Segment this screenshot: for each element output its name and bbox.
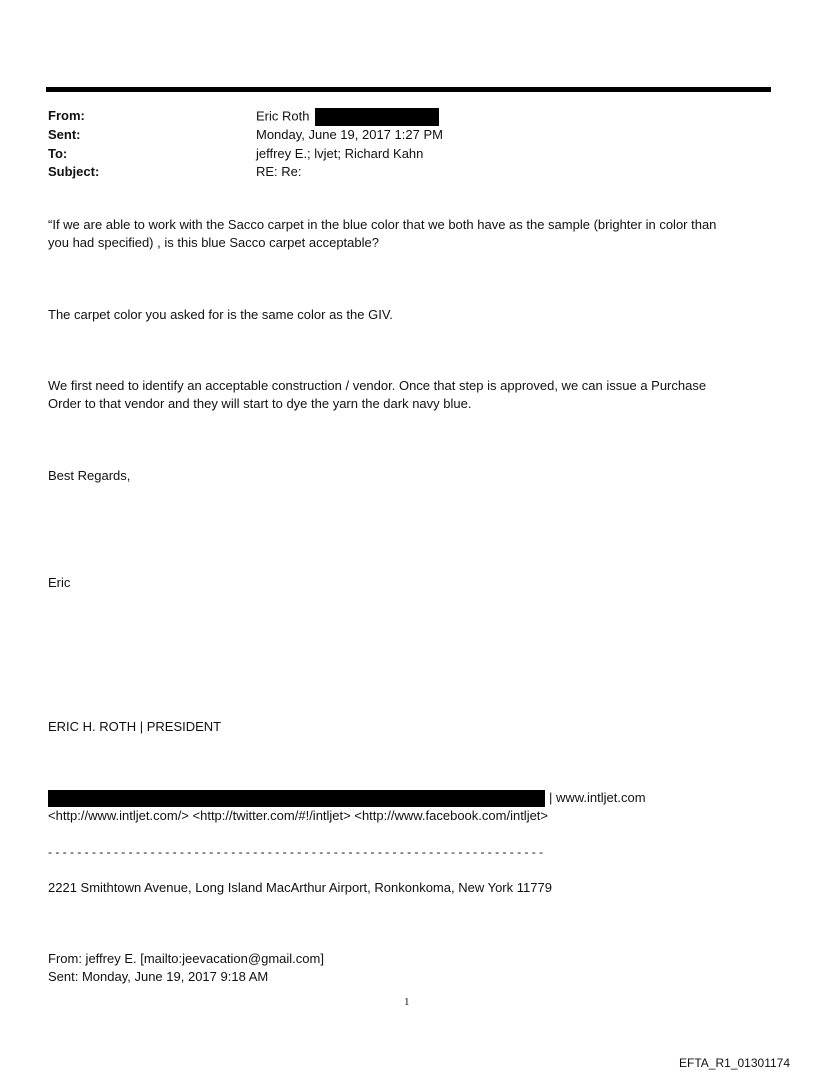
redaction-box [315, 108, 439, 126]
subject-label: Subject: [48, 164, 100, 179]
signature-website: | www.intljet.com [549, 790, 646, 805]
signature-address: 2221 Smithtown Avenue, Long Island MacArthur Airport, Ronkonkoma, New York 11779 [48, 880, 552, 895]
bates-number: EFTA_R1_01301174 [679, 1056, 790, 1070]
closing: Best Regards, [48, 468, 131, 483]
body-paragraph-1-line-2: you had specified) , is this blue Sacco carpet acceptable? [48, 235, 379, 250]
from-name: Eric Roth [256, 108, 310, 124]
from-value [256, 108, 439, 126]
body-paragraph-2: The carpet color you asked for is the same color as the GIV. [48, 307, 393, 322]
sent-label: Sent: [48, 127, 81, 142]
header-rule [46, 87, 771, 92]
body-paragraph-1-line-1: “If we are able to work with the Sacco carpet in the blue color that we both have as the sample (brighter in color than [48, 217, 717, 232]
sender-name: Eric [48, 575, 71, 590]
body-paragraph-3-line-1: We first need to identify an acceptable construction / vendor. Once that step is approved, we can issue a Purchase [48, 378, 707, 393]
signature-links: <http://www.intljet.com/> <http://twitter.com/#!/intljet> <http://www.facebook.com/intljet> [48, 808, 549, 823]
from-label: From: [48, 108, 85, 123]
body-paragraph-3-line-2: Order to that vendor and they will start to dye the yarn the dark navy blue. [48, 396, 472, 411]
page-number: 1 [404, 996, 410, 1008]
signature-contact [48, 789, 646, 807]
to-label: To: [48, 146, 68, 161]
quoted-from: From: jeffrey E. [mailto:jeevacation@gmail.com] [48, 951, 324, 966]
signature-title: ERIC H. ROTH | PRESIDENT [48, 719, 222, 734]
to-value: jeffrey E.; lvjet; Richard Kahn [256, 146, 424, 161]
signature-divider: - - - - - - - - - - - - - - - - - - - - - - - - - - - - - - - - - - - - - - - - - - - - - - - - - - - - - - - - - - - - - - - - - - - - [48, 845, 544, 859]
redaction-box [48, 790, 545, 807]
subject-value: RE: Re: [256, 164, 302, 179]
sent-value: Monday, June 19, 2017 1:27 PM [256, 127, 443, 142]
quoted-sent: Sent: Monday, June 19, 2017 9:18 AM [48, 969, 269, 984]
